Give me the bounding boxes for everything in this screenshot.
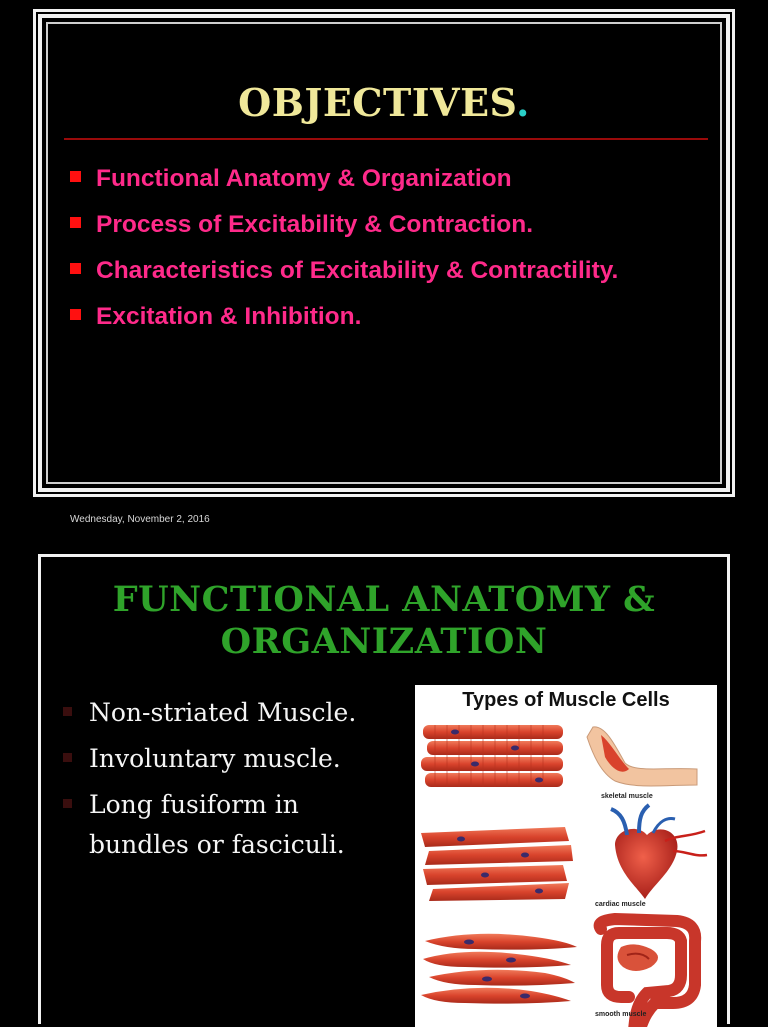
square-bullet-icon xyxy=(70,217,81,228)
list-item: Excitation & Inhibition. xyxy=(70,294,716,340)
anatomy-list xyxy=(61,693,401,871)
objectives-title: OBJECTIVES. xyxy=(238,80,530,125)
square-bullet-icon xyxy=(70,171,81,182)
heart-icon xyxy=(611,805,707,899)
square-bullet-icon xyxy=(63,753,72,762)
square-bullet-icon xyxy=(63,799,72,808)
figure-title: Types of Muscle Cells xyxy=(462,689,670,711)
smooth-muscle-label: smooth muscle xyxy=(595,1011,647,1018)
cardiac-fibers-icon xyxy=(421,827,573,901)
slide-date: Wednesday, November 2, 2016 xyxy=(70,514,210,525)
skeletal-fibers-icon xyxy=(421,725,563,787)
muscle-illustration xyxy=(415,685,717,1027)
square-bullet-icon xyxy=(63,707,72,716)
list-item: Involuntary muscle. xyxy=(61,739,401,779)
slide-title: FUNCTIONAL ANATOMY & ORGANIZATION xyxy=(112,579,656,662)
square-bullet-icon xyxy=(70,309,81,320)
smooth-fibers-icon xyxy=(421,934,577,1004)
cardiac-muscle-label: cardiac muscle xyxy=(595,901,646,908)
arm-icon xyxy=(587,727,697,786)
objectives-slide xyxy=(38,14,730,492)
list-item: Long fusiform in bundles or fasciculi. xyxy=(61,785,401,865)
square-bullet-icon xyxy=(70,263,81,274)
functional-anatomy-slide xyxy=(38,554,730,1024)
list-item: Process of Excitability & Contraction. xyxy=(70,202,716,248)
list-item: Non-striated Muscle. xyxy=(61,693,401,733)
list-item: Characteristics of Excitability & Contractility. xyxy=(70,248,716,294)
list-item: Functional Anatomy & Organization xyxy=(70,156,716,202)
skeletal-muscle-label: skeletal muscle xyxy=(601,793,653,800)
intestine-icon xyxy=(600,919,696,1021)
title-divider xyxy=(64,138,708,140)
muscle-cells-figure xyxy=(415,685,717,1027)
objectives-list xyxy=(70,156,716,340)
